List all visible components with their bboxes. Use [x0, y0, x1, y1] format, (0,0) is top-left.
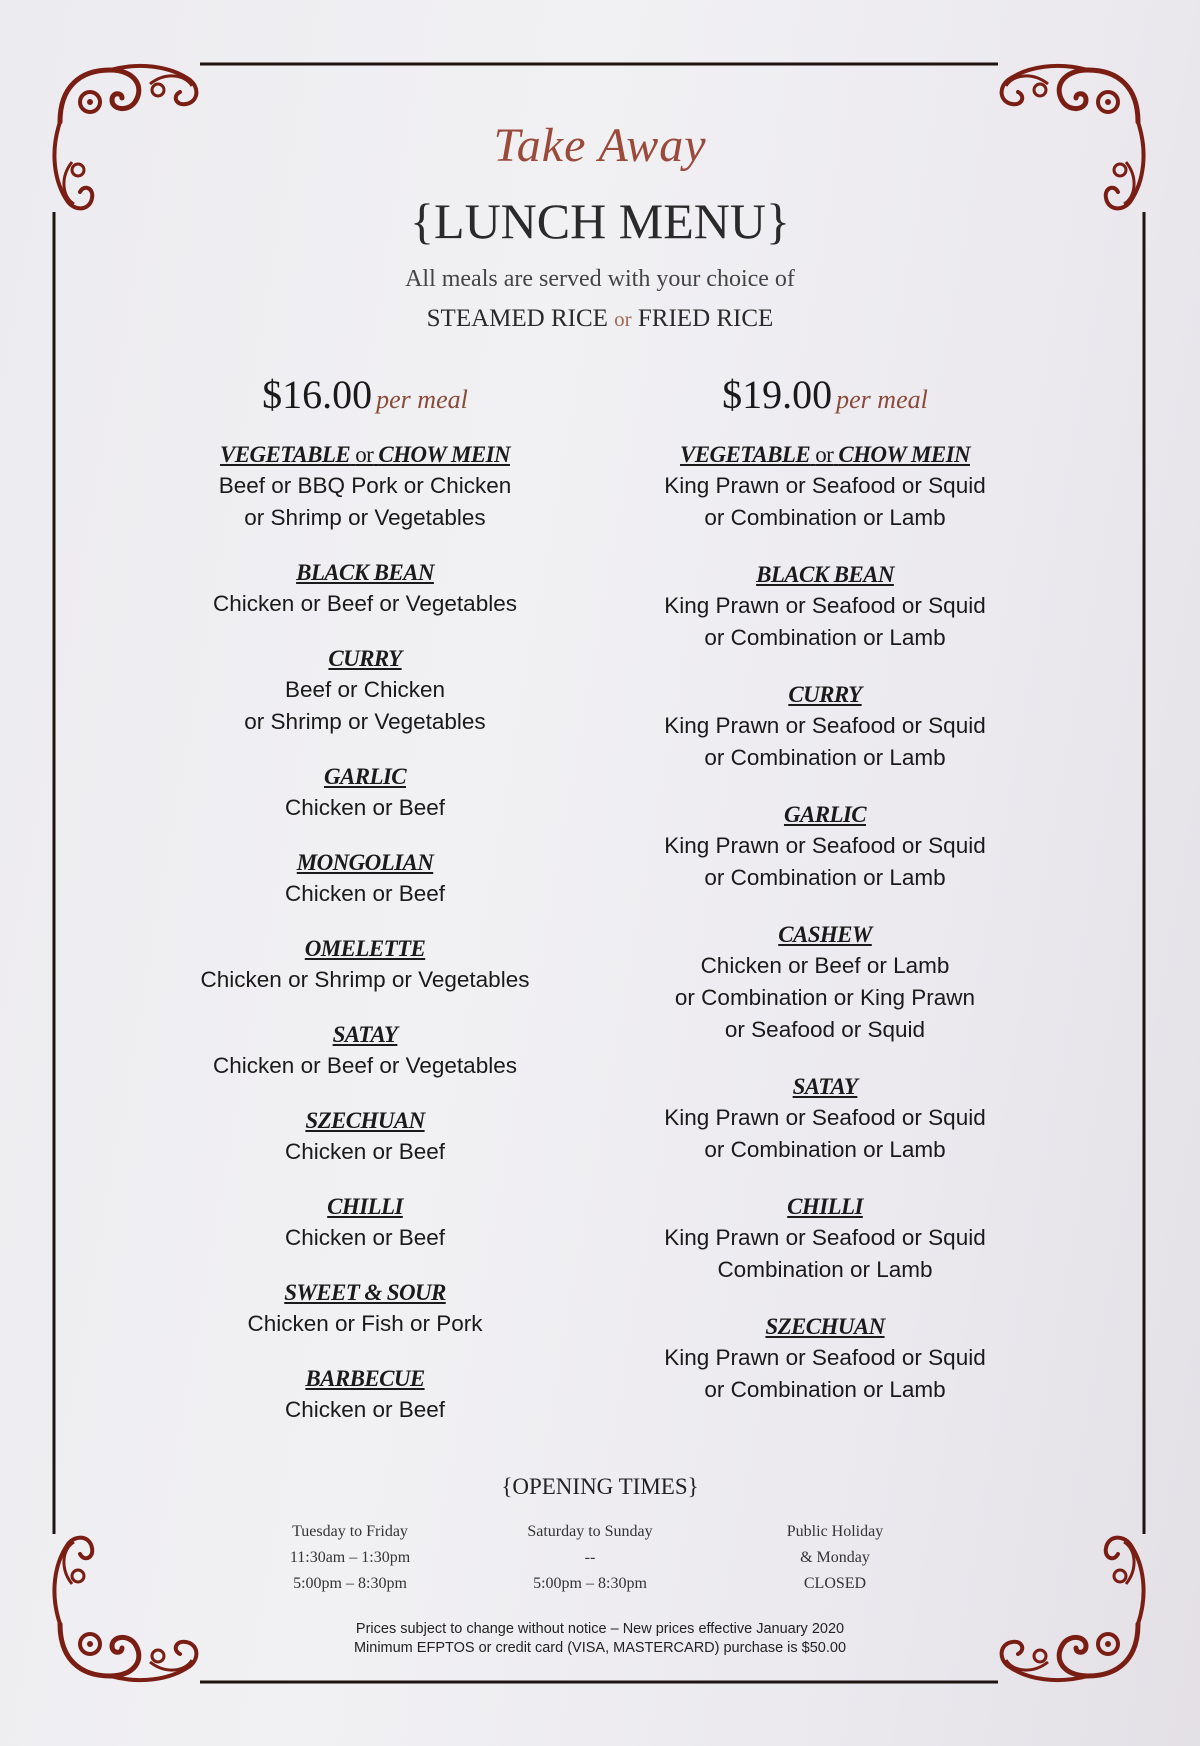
- dish-options: Chicken or Beef: [284, 1397, 446, 1422]
- dish-options: Combination or Lamb: [717, 1257, 933, 1282]
- dish-name-text: CURRY: [328, 646, 402, 671]
- dish-options: or Combination or Lamb: [704, 1377, 946, 1402]
- dish-options: King Prawn or Seafood or Squid: [664, 1225, 986, 1250]
- menu-item: [150, 1192, 580, 1254]
- dish-name: [150, 848, 580, 878]
- hours-line: & Monday: [800, 1549, 870, 1566]
- hours-group-closed: [730, 1519, 940, 1597]
- menu-column-16: [150, 370, 580, 1450]
- price-per: per meal: [836, 385, 928, 414]
- dish-options: Chicken or Fish or Pork: [247, 1311, 483, 1336]
- dish-name-text: VEGETABLE: [680, 442, 811, 467]
- dish-name-text: GARLIC: [323, 764, 407, 789]
- menu-item: [150, 1278, 580, 1340]
- menu-item: [150, 1106, 580, 1168]
- menu-item: [150, 1364, 580, 1426]
- dish-name-text: SWEET & SOUR: [284, 1280, 446, 1305]
- dish-list: [610, 440, 1040, 1406]
- dish-name: [610, 680, 1040, 710]
- opening-times-title: {OPENING TIMES}: [501, 1474, 699, 1499]
- dish-name: [150, 1192, 580, 1222]
- dish-name-or: or: [355, 442, 374, 467]
- menu-item: [610, 920, 1040, 1046]
- served-with-text: [0, 266, 1200, 293]
- dish-name: [150, 558, 580, 588]
- menu-item: [150, 440, 580, 534]
- dish-name: [150, 1020, 580, 1050]
- rice-steamed: STEAMED RICE: [426, 305, 608, 332]
- dish-options: King Prawn or Seafood or Squid: [664, 713, 986, 738]
- menu-item: [610, 680, 1040, 774]
- dish-options: King Prawn or Seafood or Squid: [664, 1105, 986, 1130]
- menu-item: [150, 1020, 580, 1082]
- dish-name: [610, 1192, 1040, 1222]
- hours-line: Public Holiday: [786, 1523, 884, 1540]
- menu-item: [150, 762, 580, 824]
- menu-item: [610, 440, 1040, 534]
- menu-item: [150, 558, 580, 620]
- dish-name-text: SATAY: [792, 1074, 858, 1099]
- dish-name: [610, 1072, 1040, 1102]
- dish-options: Chicken or Beef or Vegetables: [213, 1053, 517, 1078]
- hours-line: 5:00pm – 8:30pm: [533, 1575, 647, 1592]
- dish-name: [150, 934, 580, 964]
- dish-name-text: GARLIC: [783, 802, 867, 827]
- dish-name-text: SATAY: [332, 1022, 398, 1047]
- dish-options: or Seafood or Squid: [724, 1017, 926, 1042]
- dish-options: or Combination or Lamb: [704, 505, 946, 530]
- dish-name-text: CHOW MEIN: [838, 442, 970, 467]
- rice-choice: [0, 305, 1200, 333]
- dish-options: Chicken or Shrimp or Vegetables: [200, 967, 530, 992]
- dish-options: or Combination or Lamb: [704, 865, 946, 890]
- hours-line: 5:00pm – 8:30pm: [293, 1575, 407, 1592]
- footer-line-prices: Prices subject to change without notice – New prices effective January 2020: [355, 1621, 845, 1637]
- dish-options: King Prawn or Seafood or Squid: [664, 1345, 986, 1370]
- dish-options: King Prawn or Seafood or Squid: [664, 593, 986, 618]
- dish-options: or Combination or Lamb: [704, 1137, 946, 1162]
- dish-name: [610, 920, 1040, 950]
- dish-name: [610, 440, 1040, 470]
- menu-item: [610, 1072, 1040, 1166]
- dish-name-text: CHILLI: [327, 1194, 403, 1219]
- menu-item: [150, 934, 580, 996]
- dish-name-text: CURRY: [788, 682, 862, 707]
- dish-name-text: SZECHUAN: [305, 1108, 425, 1133]
- dish-options: or Combination or Lamb: [704, 745, 946, 770]
- dish-options: King Prawn or Seafood or Squid: [664, 833, 986, 858]
- dish-name-text: SZECHUAN: [765, 1314, 885, 1339]
- dish-name-text: BARBECUE: [305, 1366, 425, 1391]
- dish-name: [150, 644, 580, 674]
- dish-options: or Shrimp or Vegetables: [244, 505, 486, 530]
- menu-item: [610, 800, 1040, 894]
- dish-options: Chicken or Beef or Lamb: [700, 953, 950, 978]
- dish-name: [150, 440, 580, 470]
- dish-options: King Prawn or Seafood or Squid: [664, 473, 986, 498]
- dish-name-or: or: [815, 442, 834, 467]
- dish-options: Chicken or Beef: [284, 1139, 446, 1164]
- dish-options: Chicken or Beef or Vegetables: [213, 591, 517, 616]
- menu-item: [150, 644, 580, 738]
- rice-or: or: [614, 307, 632, 331]
- menu-item: [610, 560, 1040, 654]
- hours-line: Saturday to Sunday: [527, 1523, 653, 1540]
- dish-name: [150, 1364, 580, 1394]
- menu-item: [610, 1312, 1040, 1406]
- dish-name: [150, 1106, 580, 1136]
- dish-name-text: CASHEW: [778, 922, 872, 947]
- dish-options: Chicken or Beef: [284, 881, 446, 906]
- dish-name-text: VEGETABLE: [220, 442, 351, 467]
- dish-options: or Shrimp or Vegetables: [244, 709, 486, 734]
- hours-line: CLOSED: [803, 1575, 867, 1592]
- dish-options: Chicken or Beef: [284, 1225, 446, 1250]
- dish-name-text: CHILLI: [787, 1194, 863, 1219]
- menu-title: {LUNCH MENU}: [410, 193, 790, 249]
- hours-line: 11:30am – 1:30pm: [289, 1549, 411, 1566]
- menu-item: [150, 848, 580, 910]
- served-with-line: All meals are served with your choice of: [405, 266, 795, 292]
- menu-item: [610, 1192, 1040, 1286]
- price-value: $16.00: [262, 372, 373, 417]
- price-value: $19.00: [722, 372, 833, 417]
- price-heading: [610, 370, 1040, 428]
- price-per: per meal: [376, 385, 468, 414]
- dish-list: [150, 440, 580, 1426]
- dish-name-text: MONGOLIAN: [296, 850, 434, 875]
- dish-name: [610, 1312, 1040, 1342]
- footer-notes: [0, 1620, 1200, 1658]
- dish-name: [610, 560, 1040, 590]
- price-heading: [150, 370, 580, 428]
- footer-line-minimum: Minimum EFPTOS or credit card (VISA, MASTERCARD) purchase is $50.00: [353, 1640, 847, 1656]
- rice-fried: FRIED RICE: [637, 305, 774, 332]
- dish-options: Beef or BBQ Pork or Chicken: [218, 473, 512, 498]
- dish-options: or Combination or Lamb: [704, 625, 946, 650]
- dish-options: or Combination or King Prawn: [674, 985, 976, 1010]
- take-away-title: Take Away: [493, 119, 707, 172]
- hours-group-weekday: [240, 1519, 460, 1597]
- dish-options: Beef or Chicken: [284, 677, 446, 702]
- dish-name-text: BLACK BEAN: [296, 560, 434, 585]
- dish-name-text: CHOW MEIN: [378, 442, 510, 467]
- dish-name: [610, 800, 1040, 830]
- dish-name-text: BLACK BEAN: [756, 562, 894, 587]
- dish-name-text: OMELETTE: [304, 936, 426, 961]
- dish-options: Chicken or Beef: [284, 795, 446, 820]
- dish-name: [150, 762, 580, 792]
- hours-line: --: [584, 1549, 596, 1566]
- hours-group-weekend: [480, 1519, 700, 1597]
- dish-name: [150, 1278, 580, 1308]
- hours-line: Tuesday to Friday: [292, 1523, 408, 1540]
- menu-column-19: [610, 370, 1040, 1432]
